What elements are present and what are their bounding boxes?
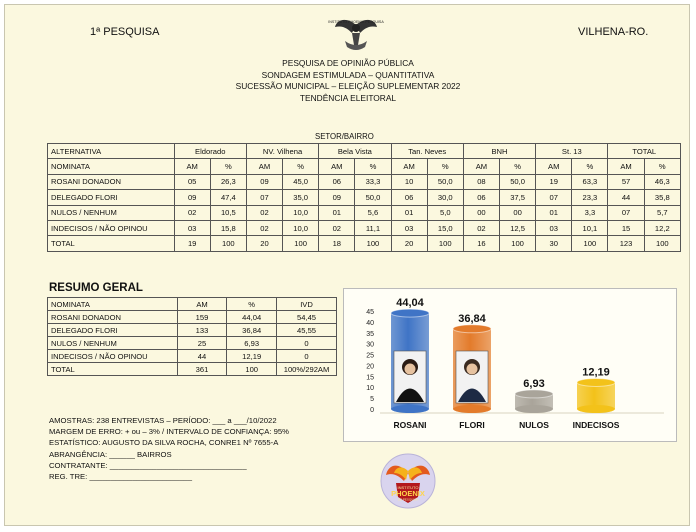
table-cell: 11,1 [355, 220, 391, 235]
table-cell: 63,3 [572, 174, 608, 189]
bar-value-label: 6,93 [523, 377, 545, 390]
table-cell: 37,5 [500, 190, 536, 205]
table-cell: 33,3 [355, 174, 391, 189]
resumo-cell: ROSANI DONADON [48, 311, 178, 324]
table-cell: 57 [608, 174, 644, 189]
resumo-cell: 100 [227, 363, 277, 376]
resumo-cell: DELEGADO FLORI [48, 324, 178, 337]
bar-top-cap [577, 378, 615, 386]
table-cell: 5,0 [427, 205, 463, 220]
sector-eldorado: Eldorado [174, 144, 246, 159]
row-name: TOTAL [48, 236, 175, 251]
table-cell: 05 [174, 174, 210, 189]
table-cell: 02 [174, 205, 210, 220]
y-tick-label: 20 [366, 363, 374, 371]
y-tick-label: 0 [370, 407, 374, 414]
table-cell: 00 [500, 205, 536, 220]
table-cell: 47,4 [210, 190, 246, 205]
sector-bela-vista: Bela Vista [319, 144, 391, 159]
results-chart [343, 288, 677, 442]
table-cell: 18 [319, 236, 355, 251]
foot-line-estatistico: ESTATÍSTICO: AUGUSTO DA SILVA ROCHA, CONRE1 Nº 7655-A [49, 438, 279, 448]
title-line-3: SUCESSÃO MUNICIPAL – ELEIÇÃO SUPLEMENTAR 2022 [235, 81, 461, 91]
y-tick-label: 5 [370, 396, 374, 404]
table-cell: 06 [319, 174, 355, 189]
foot-line-margem: MARGEM DE ERRO: + ou – 3% / INTERVALO DE CONFIANÇA: 95% [49, 427, 290, 437]
logo-bottom-main-text: PHOENIX [391, 489, 425, 498]
sector-bnh: BNH [463, 144, 535, 159]
methodology-block [49, 415, 289, 482]
table-cell: 10,5 [210, 205, 246, 220]
table-cell: 10,0 [283, 220, 319, 235]
bar-base-cap [453, 405, 491, 413]
nominata-header: NOMINATA [48, 159, 175, 174]
phoenix-logo-top [328, 11, 384, 55]
y-tick-label: 45 [366, 309, 374, 316]
table-cell: 15,8 [210, 220, 246, 235]
sub-pct: % [283, 159, 319, 174]
table-cell: 5,6 [355, 205, 391, 220]
category-label: INDECISOS [572, 420, 620, 430]
table-cell: 00 [463, 205, 499, 220]
bar-top-cap [515, 390, 553, 398]
table-cell: 15,0 [427, 220, 463, 235]
table-cell: 50,0 [355, 190, 391, 205]
table-cell: 3,3 [572, 205, 608, 220]
table-cell: 12,5 [500, 220, 536, 235]
resumo-h-am: AM [177, 298, 227, 311]
table-cell: 19 [174, 236, 210, 251]
resumo-cell: 0 [277, 350, 337, 363]
table-cell: 02 [463, 220, 499, 235]
table-cell: 09 [246, 174, 282, 189]
sub-pct: % [427, 159, 463, 174]
resumo-cell: 25 [177, 337, 227, 350]
resumo-row [48, 311, 337, 324]
resumo-cell: 54,45 [277, 311, 337, 324]
table-cell: 26,3 [210, 174, 246, 189]
sector-total: TOTAL [608, 144, 681, 159]
table-cell: 03 [536, 220, 572, 235]
candidate-photo-face [467, 364, 478, 375]
table-cell: 50,0 [500, 174, 536, 189]
title-line-4: TENDÊNCIA ELEITORAL [299, 92, 397, 103]
resumo-h-nominata: NOMINATA [48, 298, 178, 311]
table-row [48, 205, 681, 220]
table-cell: 06 [391, 190, 427, 205]
resumo-header-row [48, 298, 337, 311]
table-cell: 45,0 [283, 174, 319, 189]
bar-value-label: 36,84 [458, 312, 486, 325]
sub-am: AM [246, 159, 282, 174]
title-line-2: SONDAGEM ESTIMULADA – QUANTITATIVA [261, 69, 435, 80]
resumo-table [47, 297, 337, 376]
sub-am: AM [463, 159, 499, 174]
resumo-cell: 361 [177, 363, 227, 376]
sub-pct: % [572, 159, 608, 174]
table-cell: 08 [463, 174, 499, 189]
table-cell: 23,3 [572, 190, 608, 205]
category-label: FLORI [459, 420, 485, 430]
table-cell: 03 [174, 220, 210, 235]
setor-label: SETOR/BAIRRO [315, 132, 374, 141]
table-cell: 46,3 [644, 174, 680, 189]
resumo-cell: 133 [177, 324, 227, 337]
results-chart-svg [344, 289, 676, 441]
table-cell: 02 [246, 205, 282, 220]
y-tick-label: 15 [366, 374, 374, 382]
y-tick-label: 25 [366, 352, 374, 360]
table-cell: 100 [644, 236, 680, 251]
y-tick-label: 30 [366, 341, 374, 349]
resumo-cell: 159 [177, 311, 227, 324]
phoenix-logo-bottom [380, 453, 436, 509]
table-cell: 07 [536, 190, 572, 205]
resumo-row [48, 324, 337, 337]
survey-title-block [5, 58, 691, 104]
table-cell: 10,1 [572, 220, 608, 235]
table-cell: 03 [391, 220, 427, 235]
table-cell: 02 [246, 220, 282, 235]
resumo-cell: 12,19 [227, 350, 277, 363]
bar-top-cap [453, 325, 491, 333]
resumo-cell: TOTAL [48, 363, 178, 376]
table-cell: 07 [246, 190, 282, 205]
sub-am: AM [536, 159, 572, 174]
resumo-cell: INDECISOS / NÃO OPINOU [48, 350, 178, 363]
foot-line-contratante: CONTRATANTE: ________________________________ [49, 460, 247, 470]
table-row [48, 220, 681, 235]
table-cell: 12,2 [644, 220, 680, 235]
resumo-cell: 44 [177, 350, 227, 363]
resumo-title: RESUMO GERAL [49, 282, 143, 294]
table-cell: 10,0 [283, 205, 319, 220]
sub-pct: % [500, 159, 536, 174]
bar-value-label: 12,19 [582, 366, 610, 379]
logo-bottom-sub-text: DE PESQUISA [397, 497, 419, 502]
table-cell: 10 [391, 174, 427, 189]
logo-bottom-top-text: INSTITUTO [397, 485, 419, 490]
row-name: ROSANI DONADON [48, 174, 175, 189]
table-cell: 123 [608, 236, 644, 251]
table-cell: 30 [536, 236, 572, 251]
row-name: INDECISOS / NÃO OPINOU [48, 220, 175, 235]
table-cell: 01 [391, 205, 427, 220]
row-name: NULOS / NENHUM [48, 205, 175, 220]
resumo-cell: NULOS / NENHUM [48, 337, 178, 350]
resumo-cell: 36,84 [227, 324, 277, 337]
poll-document [4, 4, 690, 526]
table-cell: 100 [500, 236, 536, 251]
table-cell: 30,0 [427, 190, 463, 205]
resumo-h-pct: % [227, 298, 277, 311]
table-cell: 09 [174, 190, 210, 205]
candidate-photo-face [405, 364, 416, 375]
resumo-cell: 100%/292AM [277, 363, 337, 376]
table-row [48, 190, 681, 205]
table-cell: 100 [355, 236, 391, 251]
table-cell: 100 [427, 236, 463, 251]
sector-nv-vilhena: NV. Vilhena [246, 144, 318, 159]
sector-results-table [47, 143, 681, 252]
table-cell: 06 [463, 190, 499, 205]
table-cell: 100 [283, 236, 319, 251]
sub-am: AM [174, 159, 210, 174]
sub-pct: % [644, 159, 680, 174]
table-cell: 100 [572, 236, 608, 251]
table-cell: 35,0 [283, 190, 319, 205]
resumo-cell: 45,55 [277, 324, 337, 337]
bar-base-cap [391, 405, 429, 413]
y-tick-label: 10 [366, 385, 374, 393]
table-cell: 01 [536, 205, 572, 220]
table-cell: 44 [608, 190, 644, 205]
foot-line-amostras: AMOSTRAS: 238 ENTREVISTAS – PERÍODO: ___ a ___/10/2022 [49, 416, 277, 425]
sub-am: AM [391, 159, 427, 174]
y-tick-label: 35 [366, 330, 374, 338]
table-cell: 07 [608, 205, 644, 220]
sector-st13: St. 13 [536, 144, 608, 159]
table-cell: 01 [319, 205, 355, 220]
table-header-row [48, 144, 681, 159]
resumo-cell: 44,04 [227, 311, 277, 324]
resumo-row [48, 363, 337, 376]
table-cell: 02 [319, 220, 355, 235]
category-label: ROSANI [393, 420, 427, 430]
resumo-row [48, 337, 337, 350]
resumo-cell: 0 [277, 337, 337, 350]
table-cell: 35,8 [644, 190, 680, 205]
table-row [48, 236, 681, 251]
table-cell: 50,0 [427, 174, 463, 189]
table-cell: 20 [246, 236, 282, 251]
bar-value-label: 44,04 [396, 297, 424, 310]
sub-am: AM [319, 159, 355, 174]
foot-line-abrangencia: ABRANGÊNCIA: ______ BAIRROS [49, 449, 172, 459]
sub-am: AM [608, 159, 644, 174]
bar-top-cap [391, 309, 429, 317]
sub-pct: % [355, 159, 391, 174]
category-label: NULOS [519, 420, 549, 430]
table-subheader-row [48, 159, 681, 174]
table-cell: 16 [463, 236, 499, 251]
y-tick-label: 40 [366, 319, 374, 327]
survey-number: 1ª PESQUISA [90, 26, 160, 38]
alt-header: ALTERNATIVA [48, 144, 175, 159]
bar-base-cap [577, 405, 615, 413]
foot-line-regtre: REG. TRE: ________________________ [49, 472, 193, 482]
table-cell: 19 [536, 174, 572, 189]
logo-top-text: INSTITUTO PHOENIX PESQUISA [328, 20, 384, 24]
resumo-cell: 6,93 [227, 337, 277, 350]
bar-base-cap [515, 405, 553, 413]
table-cell: 100 [210, 236, 246, 251]
table-cell: 09 [319, 190, 355, 205]
sub-pct: % [210, 159, 246, 174]
table-cell: 5,7 [644, 205, 680, 220]
resumo-row [48, 350, 337, 363]
table-cell: 15 [608, 220, 644, 235]
resumo-h-ivd: IVD [277, 298, 337, 311]
table-cell: 20 [391, 236, 427, 251]
table-row [48, 174, 681, 189]
city-label: VILHENA-RO. [578, 26, 649, 38]
title-line-1: PESQUISA DE OPINIÃO PÚBLICA [282, 58, 414, 68]
row-name: DELEGADO FLORI [48, 190, 175, 205]
sector-tan-neves: Tan. Neves [391, 144, 463, 159]
